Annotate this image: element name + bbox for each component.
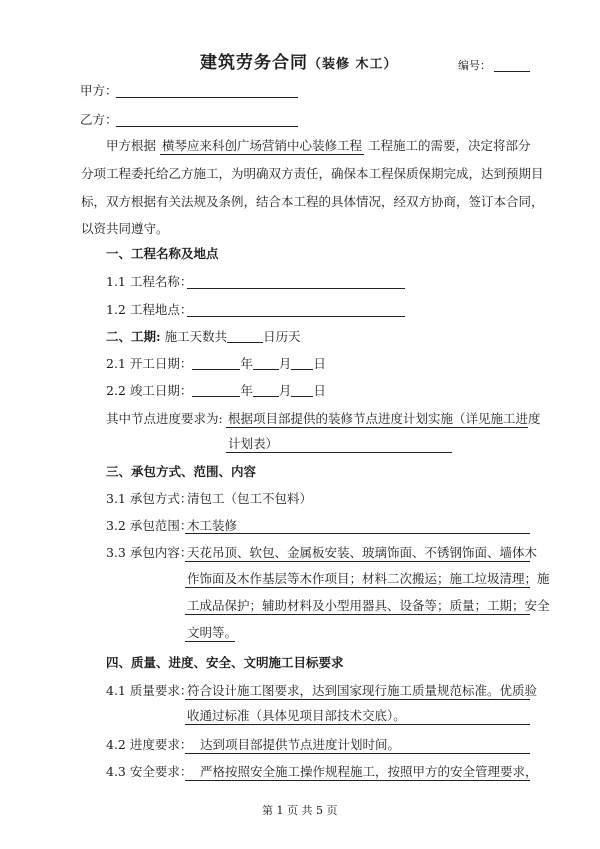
project-location-blank[interactable] <box>187 316 405 317</box>
schedule-value: 达到项目部提供节点进度计划时间。 <box>200 737 401 752</box>
start-month-blank[interactable] <box>253 355 279 370</box>
title-main: 建筑劳务合同 <box>200 53 308 73</box>
progress-underline-2 <box>226 452 452 453</box>
safety-underline <box>185 780 530 781</box>
contract-mode-label: 3.1 承包方式： <box>106 491 193 506</box>
end-year-blank[interactable] <box>192 382 240 397</box>
quality-label: 4.1 质量要求： <box>106 683 193 698</box>
days-blank[interactable] <box>227 328 263 343</box>
party-a-label: 甲方： <box>80 83 118 98</box>
party-b-blank[interactable] <box>116 126 298 127</box>
intro-line-3: 标，双方根据有关法规及条例，结合本工程的具体情况，经双方协商，签订本合同， <box>81 194 544 209</box>
contract-mode-value: 清包工（包工不包料） <box>187 491 313 506</box>
progress-requirement-line1: 根据项目部提供的装修节点进度计划实施（详见施工进度 <box>228 411 541 426</box>
quality-line-2: 收通过标准（具体见项目部技术交底）。 <box>187 708 406 723</box>
content-underline-2 <box>185 587 530 588</box>
intro-line-4: 以资共同遵守。 <box>81 221 169 236</box>
project-name-blank[interactable] <box>187 288 405 289</box>
safety-label: 4.3 安全要求： <box>106 764 193 779</box>
progress-requirement-label: 其中节点进度要求为: <box>106 411 223 426</box>
end-year-unit: 年 <box>240 383 253 398</box>
project-location-label: 1.2 工程地点： <box>106 302 193 317</box>
quality-line-1: 符合设计施工图要求，达到国家现行施工质量规范标准。优质验 <box>187 683 538 698</box>
content-underline-1 <box>185 561 530 562</box>
document-title <box>200 48 398 73</box>
end-month-unit: 月 <box>278 383 292 398</box>
end-month-blank[interactable] <box>253 382 279 397</box>
start-year-unit: 年 <box>240 356 253 371</box>
section3-heading: 三、承包方式、范围、内容 <box>106 464 257 479</box>
number-label: 编号： <box>458 59 491 72</box>
contract-scope-label: 3.2 承包范围： <box>106 518 193 533</box>
content-line-3: 工成品保护；辅助材料及小型用器具、设备等；质量；工期；安全 <box>187 598 550 613</box>
title-suffix: （装修 木工） <box>308 57 398 72</box>
progress-underline-1 <box>226 427 528 428</box>
section2-heading: 二、工期: <box>106 329 161 344</box>
schedule-underline <box>185 753 530 754</box>
start-year-blank[interactable] <box>192 355 240 370</box>
start-day-unit: 日 <box>313 356 326 371</box>
start-date-label: 2.1 开工日期： <box>106 356 193 371</box>
content-line-4: 文明等。 <box>187 625 238 640</box>
quality-underline-2 <box>185 724 530 725</box>
page-number: 第 1 页 共 5 页 <box>262 804 338 817</box>
schedule-label: 4.2 进度要求： <box>106 737 193 752</box>
scope-underline <box>185 533 530 534</box>
number-blank[interactable] <box>494 71 530 72</box>
section4-heading: 四、质量、进度、安全、文明施工目标要求 <box>106 655 344 670</box>
end-day-blank[interactable] <box>291 382 313 397</box>
intro-line-1 <box>106 137 531 155</box>
start-date-line <box>106 355 326 373</box>
content-underline-3 <box>185 614 530 615</box>
intro-prefix: 甲方根据 <box>106 138 157 153</box>
days-suffix: 日历天 <box>263 329 301 344</box>
contract-scope-value: 木工装修 <box>187 518 238 533</box>
content-line-1: 天花吊顶、软包、金属板安装、玻璃饰面、不锈钢饰面、墙体木 <box>187 545 538 560</box>
end-date-label: 2.2 竣工日期： <box>106 383 193 398</box>
start-day-blank[interactable] <box>291 355 313 370</box>
project-name-label: 1.1 工程名称： <box>106 274 193 289</box>
party-a-blank[interactable] <box>116 97 298 98</box>
project-name: 横琴应来科创广场营销中心装修工程 <box>162 138 363 153</box>
progress-requirement-line2: 计划表） <box>228 436 279 451</box>
section1-heading: 一、工程名称及地点 <box>106 246 219 261</box>
contract-content-label: 3.3 承包内容： <box>106 545 193 560</box>
party-b-label: 乙方： <box>80 112 118 127</box>
quality-underline-1 <box>185 699 530 700</box>
end-day-unit: 日 <box>313 383 326 398</box>
content-line-2: 作饰面及木作基层等木作项目；材料二次搬运；施工垃圾清理；施 <box>187 571 550 586</box>
intro-line1-suffix: 工程施工的需要，决定将部分 <box>368 138 531 153</box>
safety-value: 严格按照安全施工操作规程施工，按照甲方的安全管理要求， <box>200 764 538 779</box>
days-prefix: 施工天数共 <box>164 329 228 344</box>
content-underline-4 <box>185 641 235 642</box>
intro-line-2: 分项工程委托给乙方施工，为明确双方责任，确保本工程保质保期完成，达到预期目 <box>81 166 544 181</box>
contract-number <box>458 57 491 73</box>
section2-heading-line <box>106 328 301 346</box>
start-month-unit: 月 <box>278 356 292 371</box>
end-date-line <box>106 382 326 400</box>
